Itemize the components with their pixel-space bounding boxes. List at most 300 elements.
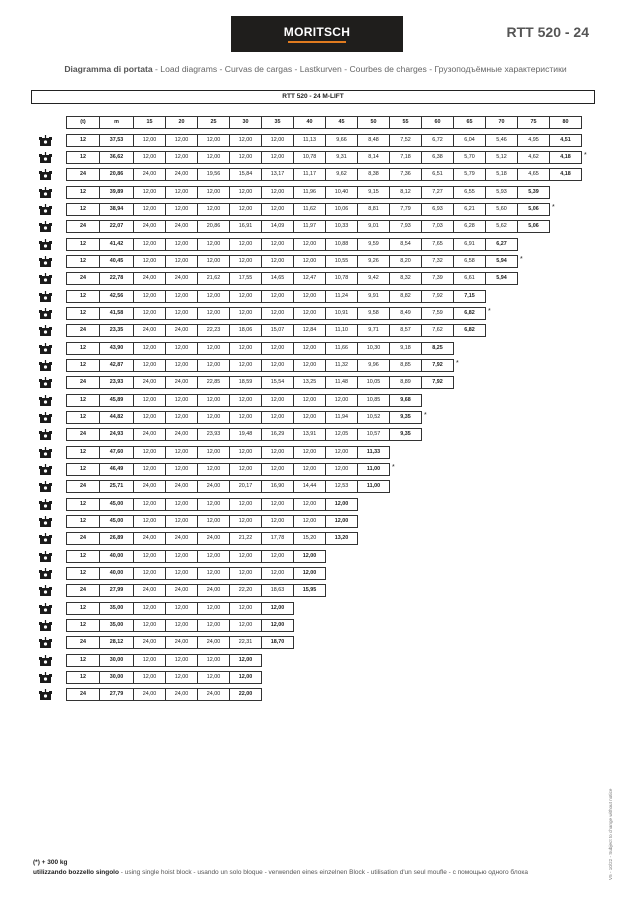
asterisk-mark: * xyxy=(520,256,523,263)
load-cell: 12,00 xyxy=(293,394,326,407)
table-title: RTT 520 - 24 M-LIFT xyxy=(31,90,595,104)
table-row xyxy=(67,151,582,164)
max-reach-cell: 11,00 xyxy=(357,463,390,476)
outrigger-config-icon xyxy=(38,411,53,423)
table-row xyxy=(67,272,518,285)
load-cell: 12,00 xyxy=(229,515,262,528)
load-cell: 4,65 xyxy=(517,168,550,181)
radius-cell: 40,00 xyxy=(99,550,134,563)
outrigger-config-icon xyxy=(38,480,53,492)
load-cell: 19,48 xyxy=(229,428,262,441)
outrigger-config-icon xyxy=(38,567,53,579)
load-cell: 12,00 xyxy=(229,602,262,615)
load-cell: 13,17 xyxy=(261,168,294,181)
outrigger-config-icon xyxy=(38,168,53,180)
table-row xyxy=(67,307,486,320)
load-cell: 8,82 xyxy=(389,290,422,303)
max-reach-cell: 5,39 xyxy=(517,186,550,199)
radius-cell: 22,78 xyxy=(99,272,134,285)
brand-logo xyxy=(231,16,403,52)
column-header: 70 xyxy=(485,116,518,129)
radius-cell: 25,71 xyxy=(99,480,134,493)
radius-cell: 45,00 xyxy=(99,515,134,528)
column-header: 30 xyxy=(229,116,262,129)
column-header: 80 xyxy=(549,116,582,129)
table-row xyxy=(67,636,294,649)
outrigger-config-icon xyxy=(38,463,53,475)
load-cell: 12,00 xyxy=(133,342,166,355)
load-cell: 24,00 xyxy=(165,636,198,649)
load-cell: 12,00 xyxy=(197,602,230,615)
load-cell: 12,00 xyxy=(261,567,294,580)
footnote-single-block-translations: - using single hoist block - usando un solo bloque - verwenden eines einzelnen Block - utilisation d'un seul moufle - с помощью одного блока xyxy=(118,869,528,876)
load-cell: 9,31 xyxy=(325,151,358,164)
load-cell: 12,00 xyxy=(133,567,166,580)
max-reach-cell: 5,06 xyxy=(517,220,550,233)
outrigger-config-icon xyxy=(38,290,53,302)
load-cell: 12,00 xyxy=(197,151,230,164)
max-reach-cell: 9,68 xyxy=(389,394,422,407)
table-row xyxy=(67,186,550,199)
load-cell: 6,04 xyxy=(453,134,486,147)
max-reach-cell: 12,00 xyxy=(293,550,326,563)
load-cell: 24,00 xyxy=(165,584,198,597)
load-cell: 10,52 xyxy=(357,411,390,424)
table-row xyxy=(67,515,358,528)
max-reach-cell: 15,95 xyxy=(293,584,326,597)
load-cell: 24,00 xyxy=(165,532,198,545)
load-cell: 12,00 xyxy=(133,619,166,632)
outrigger-config-icon xyxy=(38,428,53,440)
load-cell: 22,31 xyxy=(229,636,262,649)
load-cell: 12,00 xyxy=(165,134,198,147)
load-cell: 24,00 xyxy=(133,428,166,441)
radius-cell: 22,07 xyxy=(99,220,134,233)
load-cell: 15,07 xyxy=(261,324,294,337)
outrigger-config-icon xyxy=(38,376,53,388)
table-row xyxy=(67,394,422,407)
load-cell: 7,79 xyxy=(389,203,422,216)
max-reach-cell: 22,00 xyxy=(229,688,262,701)
outrigger-config-icon xyxy=(38,238,53,250)
load-cell: 7,52 xyxy=(389,134,422,147)
load-cell: 11,97 xyxy=(293,220,326,233)
capacity-cell: 24 xyxy=(66,428,100,441)
capacity-cell: 12 xyxy=(66,186,100,199)
load-cell: 12,00 xyxy=(133,411,166,424)
load-cell: 8,57 xyxy=(389,324,422,337)
load-cell: 12,00 xyxy=(133,307,166,320)
radius-cell: 24,93 xyxy=(99,428,134,441)
radius-cell: 38,94 xyxy=(99,203,134,216)
load-cell: 12,00 xyxy=(229,619,262,632)
outrigger-config-icon xyxy=(38,446,53,458)
capacity-cell: 12 xyxy=(66,307,100,320)
max-reach-cell: 12,00 xyxy=(325,498,358,511)
load-cell: 12,00 xyxy=(229,307,262,320)
capacity-cell: 12 xyxy=(66,342,100,355)
asterisk-mark: * xyxy=(552,204,555,211)
load-cell: 12,00 xyxy=(133,463,166,476)
load-cell: 5,93 xyxy=(485,186,518,199)
revision-text: V5 - 10/22 - Subject to change without notice xyxy=(608,788,613,880)
max-reach-cell: 13,20 xyxy=(325,532,358,545)
load-cell: 8,89 xyxy=(389,376,422,389)
load-cell: 24,00 xyxy=(165,220,198,233)
table-row xyxy=(67,532,358,545)
table-row xyxy=(67,654,262,667)
load-cell: 12,00 xyxy=(133,446,166,459)
load-cell: 8,32 xyxy=(389,272,422,285)
load-cell: 17,55 xyxy=(229,272,262,285)
load-cell: 5,70 xyxy=(453,151,486,164)
load-cell: 24,00 xyxy=(197,584,230,597)
model-title: RTT 520 - 24 xyxy=(506,24,589,40)
load-cell: 12,00 xyxy=(261,359,294,372)
load-cell: 14,44 xyxy=(293,480,326,493)
outrigger-config-icon xyxy=(38,654,53,666)
load-cell: 12,00 xyxy=(165,186,198,199)
radius-cell: 47,60 xyxy=(99,446,134,459)
load-cell: 9,59 xyxy=(357,238,390,251)
load-cell: 22,23 xyxy=(197,324,230,337)
load-cell: 12,47 xyxy=(293,272,326,285)
load-cell: 12,00 xyxy=(261,515,294,528)
capacity-cell: 24 xyxy=(66,272,100,285)
radius-cell: 30,00 xyxy=(99,654,134,667)
load-cell: 12,00 xyxy=(229,463,262,476)
capacity-cell: 12 xyxy=(66,463,100,476)
load-cell: 24,00 xyxy=(165,428,198,441)
load-cell: 12,00 xyxy=(229,238,262,251)
load-cell: 23,93 xyxy=(197,428,230,441)
load-cell: 12,05 xyxy=(325,428,358,441)
load-cell: 12,00 xyxy=(165,446,198,459)
load-cell: 12,00 xyxy=(197,463,230,476)
capacity-cell: 12 xyxy=(66,567,100,580)
load-cell: 24,00 xyxy=(165,324,198,337)
load-cell: 12,00 xyxy=(133,203,166,216)
load-cell: 9,15 xyxy=(357,186,390,199)
load-cell: 6,51 xyxy=(421,168,454,181)
revision-note xyxy=(608,760,622,880)
max-reach-cell: 12,00 xyxy=(293,567,326,580)
load-cell: 21,62 xyxy=(197,272,230,285)
table-row xyxy=(67,480,390,493)
load-cell: 12,00 xyxy=(197,203,230,216)
radius-cell: 27,99 xyxy=(99,584,134,597)
load-cell: 11,24 xyxy=(325,290,358,303)
load-cell: 12,00 xyxy=(165,238,198,251)
load-cell: 12,00 xyxy=(197,446,230,459)
load-cell: 12,00 xyxy=(325,446,358,459)
load-cell: 12,00 xyxy=(229,498,262,511)
outrigger-config-icon xyxy=(38,342,53,354)
table-row xyxy=(67,446,390,459)
load-cell: 5,12 xyxy=(485,151,518,164)
load-cell: 11,48 xyxy=(325,376,358,389)
capacity-cell: 24 xyxy=(66,220,100,233)
column-header: m xyxy=(99,116,134,129)
max-reach-cell: 9,35 xyxy=(389,428,422,441)
outrigger-config-icon xyxy=(38,134,53,146)
max-reach-cell: 6,82 xyxy=(453,307,486,320)
load-cell: 9,91 xyxy=(357,290,390,303)
load-cell: 12,00 xyxy=(229,394,262,407)
load-cell: 12,00 xyxy=(197,515,230,528)
load-cell: 9,18 xyxy=(389,342,422,355)
load-cell: 6,58 xyxy=(453,255,486,268)
load-cell: 6,93 xyxy=(421,203,454,216)
table-row xyxy=(67,428,422,441)
load-cell: 12,00 xyxy=(133,186,166,199)
radius-cell: 36,62 xyxy=(99,151,134,164)
load-cell: 24,00 xyxy=(197,636,230,649)
outrigger-config-icon xyxy=(38,324,53,336)
load-cell: 24,00 xyxy=(197,688,230,701)
table-row xyxy=(67,602,294,615)
load-cell: 22,85 xyxy=(197,376,230,389)
load-cell: 24,00 xyxy=(133,480,166,493)
capacity-cell: 12 xyxy=(66,394,100,407)
radius-cell: 23,93 xyxy=(99,376,134,389)
max-reach-cell: 8,25 xyxy=(421,342,454,355)
outrigger-config-icon xyxy=(38,636,53,648)
load-cell: 24,00 xyxy=(133,636,166,649)
load-cell: 24,00 xyxy=(197,480,230,493)
radius-cell: 40,00 xyxy=(99,567,134,580)
load-cell: 12,00 xyxy=(261,550,294,563)
load-cell: 12,00 xyxy=(165,290,198,303)
load-cell: 12,00 xyxy=(293,498,326,511)
load-cell: 11,17 xyxy=(293,168,326,181)
table-row xyxy=(67,238,518,251)
column-header: 65 xyxy=(453,116,486,129)
load-cell: 6,91 xyxy=(453,238,486,251)
load-cell: 24,00 xyxy=(197,532,230,545)
load-cell: 9,71 xyxy=(357,324,390,337)
load-cell: 24,00 xyxy=(165,272,198,285)
capacity-cell: 24 xyxy=(66,324,100,337)
max-reach-cell: 18,70 xyxy=(261,636,294,649)
max-reach-cell: 6,82 xyxy=(453,324,486,337)
max-reach-cell: 11,00 xyxy=(357,480,390,493)
max-reach-cell: 12,00 xyxy=(229,654,262,667)
load-cell: 12,00 xyxy=(261,307,294,320)
load-cell: 12,00 xyxy=(261,463,294,476)
load-cell: 12,00 xyxy=(325,394,358,407)
load-cell: 12,00 xyxy=(261,151,294,164)
load-cell: 12,00 xyxy=(261,255,294,268)
outrigger-config-icon xyxy=(38,359,53,371)
capacity-cell: 24 xyxy=(66,688,100,701)
load-cell: 12,00 xyxy=(229,255,262,268)
load-cell: 19,56 xyxy=(197,168,230,181)
table-row xyxy=(67,567,326,580)
load-cell: 7,03 xyxy=(421,220,454,233)
load-cell: 10,33 xyxy=(325,220,358,233)
load-cell: 24,00 xyxy=(133,376,166,389)
load-cell: 8,48 xyxy=(357,134,390,147)
table-row xyxy=(67,550,326,563)
capacity-cell: 12 xyxy=(66,602,100,615)
load-cell: 12,00 xyxy=(197,307,230,320)
max-reach-cell: 7,92 xyxy=(421,376,454,389)
column-header: 25 xyxy=(197,116,230,129)
load-cell: 10,05 xyxy=(357,376,390,389)
capacity-cell: 12 xyxy=(66,654,100,667)
max-reach-cell: 4,18 xyxy=(549,168,582,181)
load-cell: 12,00 xyxy=(197,567,230,580)
load-cell: 8,54 xyxy=(389,238,422,251)
load-cell: 12,00 xyxy=(133,550,166,563)
load-cell: 12,00 xyxy=(165,342,198,355)
load-cell: 11,62 xyxy=(293,203,326,216)
load-cell: 12,00 xyxy=(229,186,262,199)
column-header: 45 xyxy=(325,116,358,129)
capacity-cell: 12 xyxy=(66,134,100,147)
load-cell: 12,00 xyxy=(229,359,262,372)
load-cell: 11,94 xyxy=(325,411,358,424)
load-cell: 12,00 xyxy=(133,238,166,251)
outrigger-config-icon xyxy=(38,498,53,510)
max-reach-cell: 4,18 xyxy=(549,151,582,164)
load-cell: 8,38 xyxy=(357,168,390,181)
radius-cell: 39,89 xyxy=(99,186,134,199)
subtitle-translations: - Load diagrams - Curvas de cargas - Lastkurven - Courbes de charges - Грузоподъёмные характеристики xyxy=(152,64,567,74)
load-cell: 10,88 xyxy=(325,238,358,251)
load-cell: 6,28 xyxy=(453,220,486,233)
load-cell: 11,96 xyxy=(293,186,326,199)
load-cell: 12,00 xyxy=(197,498,230,511)
load-cell: 24,00 xyxy=(133,272,166,285)
radius-cell: 40,45 xyxy=(99,255,134,268)
load-cell: 24,00 xyxy=(133,688,166,701)
capacity-cell: 12 xyxy=(66,671,100,684)
load-cell: 12,00 xyxy=(197,671,230,684)
load-cell: 12,00 xyxy=(133,290,166,303)
capacity-cell: 12 xyxy=(66,255,100,268)
load-cell: 8,14 xyxy=(357,151,390,164)
load-cell: 24,00 xyxy=(165,376,198,389)
table-row xyxy=(67,411,422,424)
radius-cell: 20,86 xyxy=(99,168,134,181)
load-cell: 12,00 xyxy=(229,151,262,164)
load-cell: 12,00 xyxy=(293,463,326,476)
load-cell: 15,84 xyxy=(229,168,262,181)
load-cell: 16,91 xyxy=(229,220,262,233)
column-header: 20 xyxy=(165,116,198,129)
capacity-cell: 12 xyxy=(66,619,100,632)
load-cell: 4,95 xyxy=(517,134,550,147)
capacity-cell: 12 xyxy=(66,515,100,528)
load-cell: 7,59 xyxy=(421,307,454,320)
load-cell: 20,86 xyxy=(197,220,230,233)
capacity-cell: 12 xyxy=(66,203,100,216)
load-cell: 4,62 xyxy=(517,151,550,164)
load-cell: 12,00 xyxy=(197,342,230,355)
load-cell: 12,00 xyxy=(325,463,358,476)
capacity-cell: 12 xyxy=(66,359,100,372)
footnote-single-block xyxy=(33,869,528,876)
load-cell: 12,84 xyxy=(293,324,326,337)
load-cell: 7,36 xyxy=(389,168,422,181)
load-cell: 5,60 xyxy=(485,203,518,216)
asterisk-mark: * xyxy=(456,360,459,367)
load-cell: 7,18 xyxy=(389,151,422,164)
load-cell: 12,00 xyxy=(133,515,166,528)
outrigger-config-icon xyxy=(38,619,53,631)
radius-cell: 27,79 xyxy=(99,688,134,701)
radius-cell: 41,58 xyxy=(99,307,134,320)
load-cell: 12,00 xyxy=(165,394,198,407)
max-reach-cell: 5,06 xyxy=(517,203,550,216)
load-cell: 12,00 xyxy=(133,602,166,615)
load-cell: 12,00 xyxy=(229,446,262,459)
max-reach-cell: 6,27 xyxy=(485,238,518,251)
load-cell: 13,91 xyxy=(293,428,326,441)
load-cell: 18,06 xyxy=(229,324,262,337)
capacity-cell: 12 xyxy=(66,498,100,511)
table-header-row xyxy=(67,116,582,129)
load-cell: 12,00 xyxy=(165,255,198,268)
load-cell: 16,90 xyxy=(261,480,294,493)
load-cell: 18,59 xyxy=(229,376,262,389)
load-cell: 12,00 xyxy=(197,654,230,667)
load-cell: 8,12 xyxy=(389,186,422,199)
table-row xyxy=(67,220,550,233)
outrigger-config-icon xyxy=(38,671,53,683)
load-cell: 12,00 xyxy=(293,238,326,251)
radius-cell: 35,00 xyxy=(99,619,134,632)
table-row xyxy=(67,619,294,632)
column-header: 55 xyxy=(389,116,422,129)
radius-cell: 45,89 xyxy=(99,394,134,407)
load-cell: 12,00 xyxy=(197,550,230,563)
load-cell: 12,00 xyxy=(261,238,294,251)
load-cell: 8,81 xyxy=(357,203,390,216)
radius-cell: 26,89 xyxy=(99,532,134,545)
capacity-cell: 12 xyxy=(66,290,100,303)
column-header: 60 xyxy=(421,116,454,129)
load-cell: 6,21 xyxy=(453,203,486,216)
capacity-cell: 12 xyxy=(66,550,100,563)
load-cell: 12,00 xyxy=(293,359,326,372)
load-cell: 12,00 xyxy=(261,186,294,199)
load-cell: 24,00 xyxy=(165,688,198,701)
table-row xyxy=(67,324,486,337)
load-cell: 12,00 xyxy=(165,307,198,320)
load-cell: 12,00 xyxy=(165,671,198,684)
max-reach-cell: 7,92 xyxy=(421,359,454,372)
load-cell: 7,65 xyxy=(421,238,454,251)
footnote-extra-load: (*) + 300 kg xyxy=(33,859,68,866)
radius-cell: 35,00 xyxy=(99,602,134,615)
footnote-single-block-label: utilizzando bozzello singolo xyxy=(33,869,119,876)
capacity-cell: 12 xyxy=(66,238,100,251)
load-cell: 12,00 xyxy=(133,394,166,407)
asterisk-mark: * xyxy=(424,412,427,419)
load-cell: 24,00 xyxy=(133,220,166,233)
outrigger-config-icon xyxy=(38,203,53,215)
load-cell: 9,26 xyxy=(357,255,390,268)
radius-cell: 28,12 xyxy=(99,636,134,649)
load-cell: 5,18 xyxy=(485,168,518,181)
capacity-cell: 24 xyxy=(66,480,100,493)
load-cell: 12,00 xyxy=(133,255,166,268)
load-cell: 24,00 xyxy=(165,480,198,493)
load-cell: 10,30 xyxy=(357,342,390,355)
